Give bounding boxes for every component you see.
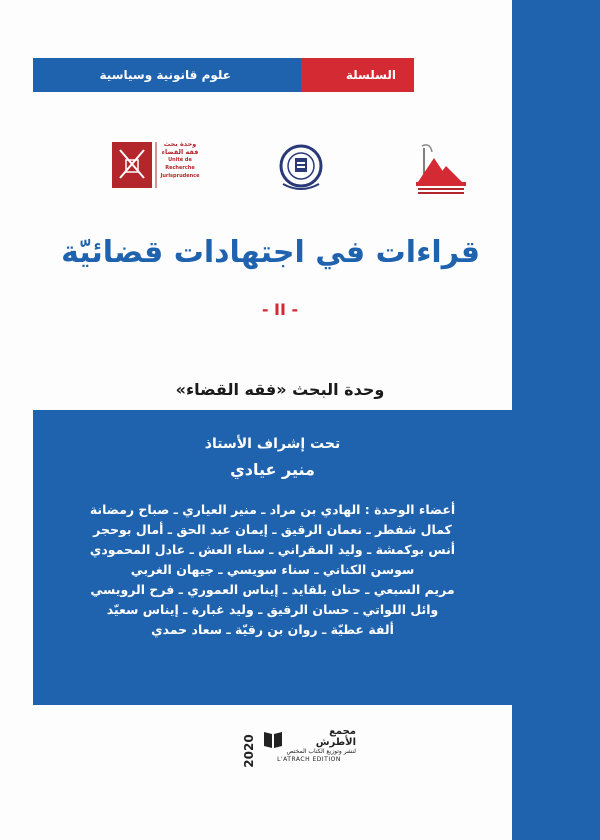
members-list	[53, 500, 492, 640]
research-unit-name: وحدة البحث «فقه القضاء»	[175, 380, 385, 399]
series-label: السلسلة	[345, 68, 396, 82]
book-icon	[262, 728, 284, 750]
members-line: مريم السبعي ـ حنان بلقايد ـ إيناس العموري ـ فرح الرويسي	[90, 582, 455, 597]
logo-text-4: Jurisprudence	[160, 173, 200, 179]
members-line: أعضاء الوحدة : الهادي بن مراد ـ منير العياري ـ صباح رمضانة	[89, 502, 456, 517]
faculty-seal-logo	[273, 140, 329, 196]
supervisor-name: منير عيادي	[230, 460, 315, 479]
series-value-band	[33, 58, 301, 92]
series-label-band	[301, 58, 414, 92]
members-line: وائل اللواتي ـ حسان الرقيق ـ وليد غبارة ـ إيناس سعيّد	[106, 602, 439, 617]
publisher-name: مجمع الأطرش	[315, 726, 356, 748]
research-unit-logo	[112, 138, 202, 194]
members-line: ألفة عطيّة ـ روان بن رقيّة ـ سعاد حمدي	[151, 622, 394, 637]
logo-text-3: Unité de Recherche	[165, 157, 195, 171]
series-value: علوم قانونية وسياسية	[99, 68, 231, 82]
members-line: كمال شفطر ـ نعمان الرقيق ـ إيمان عبد الحق ـ أمال بوحجر	[93, 522, 452, 537]
university-logo	[410, 138, 472, 200]
publisher-subtitle: لنشر وتوزيع الكتاب المختص	[286, 748, 356, 755]
logo-text-1: وحدة بحث	[163, 140, 197, 148]
members-line: سوسن الكناني ـ سناء سويسي ـ جيهان الغربي	[130, 562, 415, 577]
cover-spine-band	[512, 0, 600, 840]
supervision-label: تحت إشراف الأستاذ	[204, 436, 341, 452]
publication-year: 2020	[242, 734, 256, 768]
logo-text-2: فقه القضاء	[161, 148, 199, 156]
publisher-logo	[256, 722, 356, 778]
volume-number: - II -	[261, 300, 299, 319]
members-line: أنس بوكمشة ـ وليد المقراني ـ سناء العش ـ عادل المحمودي	[89, 542, 456, 557]
publisher-name-latin: L'ATRACH EDITION	[277, 756, 341, 763]
book-title: قراءات في اجتهادات قضائيّة	[61, 235, 480, 270]
contributors-panel	[33, 410, 512, 705]
